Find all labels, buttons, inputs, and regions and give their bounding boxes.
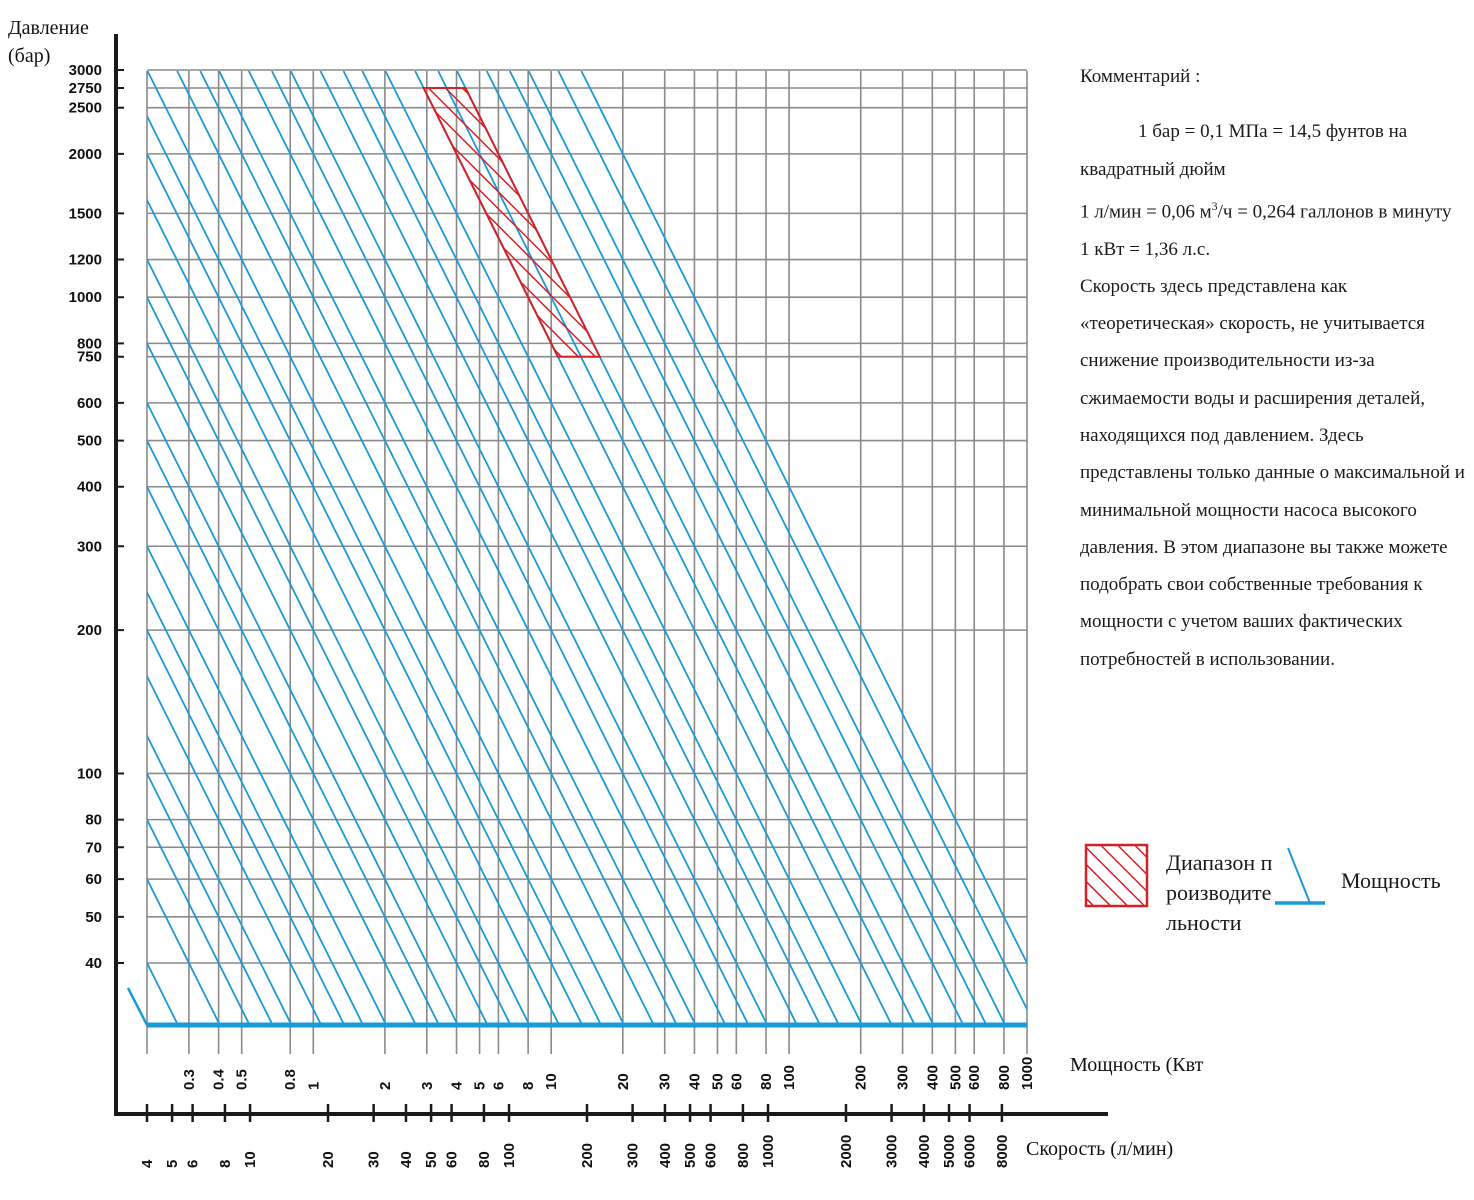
flow-tick-20: 20 [320,1151,338,1168]
speed-explanation: Скорость здесь представлена как «теоретическая» скорость, не учитывается снижение производительности из-за сжимаемости воды и расширения деталей, находящихся под давлением. Здесь представлены только данные о максимальной и минимальной мощности насоса высокого давления. В этом диапазоне вы также можете подобрать свои собственные требования к мощности с учетом ваших фактических потребностей в использовании. [1080,275,1465,670]
flow-tick-500: 500 [682,1142,700,1168]
power-tick-5: 5 [471,1081,489,1090]
power-tick-10: 10 [543,1073,561,1090]
power-tick-0.8: 0.8 [282,1069,300,1090]
power-tick-30: 30 [656,1073,674,1090]
power-tick-labels [181,1057,1036,1090]
power-tick-50: 50 [709,1073,727,1090]
flow-tick-60: 60 [443,1151,461,1168]
flow-tick-30: 30 [365,1151,383,1168]
flow-tick-400: 400 [656,1142,674,1168]
flow-tick-300: 300 [624,1142,642,1168]
y-tick-2500: 2500 [68,99,102,117]
power-tick-600: 600 [966,1064,984,1090]
flow-tick-10: 10 [242,1151,260,1168]
flow-tick-80: 80 [475,1151,493,1168]
flow-tick-40: 40 [397,1151,415,1168]
power-tick-300: 300 [894,1064,912,1090]
flow-tick-5000: 5000 [941,1134,959,1168]
y-axis-unit: (бар) [8,45,51,67]
power-tick-8: 8 [520,1081,538,1090]
flow-tick-5: 5 [164,1159,182,1168]
flow-tick-2000: 2000 [837,1134,855,1168]
flow-tick-3000: 3000 [883,1134,901,1168]
power-tick-0.5: 0.5 [233,1069,251,1090]
y-tick-1000: 1000 [68,289,102,307]
power-tick-0.4: 0.4 [210,1069,228,1090]
power-tick-1: 1 [305,1081,323,1090]
comment-heading: Комментарий : [1080,66,1201,87]
power-tick-200: 200 [852,1064,870,1090]
horizontal-grid [147,70,1027,963]
y-tick-800: 800 [76,335,102,353]
y-tick-500: 500 [76,432,102,450]
y-tick-100: 100 [76,765,102,783]
y-tick-3000: 3000 [68,62,102,79]
performance-range-area [424,88,600,357]
y-tick-60: 60 [85,871,102,889]
flow-tick-4: 4 [139,1159,156,1168]
power-tick-500: 500 [947,1064,965,1090]
y-tick-750: 750 [76,348,102,366]
y-tick-50: 50 [85,908,102,926]
power-tick-80: 80 [758,1073,776,1090]
flow-tick-1000: 1000 [760,1134,778,1168]
power-tick-3: 3 [418,1081,436,1090]
y-tick-300: 300 [76,538,102,556]
flow-tick-8000: 8000 [993,1134,1011,1168]
flow-tick-6000: 6000 [961,1134,979,1168]
performance-range [424,88,600,357]
power-tick-400: 400 [924,1064,942,1090]
flow-tick-50: 50 [423,1151,441,1168]
power-tick-800: 800 [995,1064,1013,1090]
flow-tick-8: 8 [216,1159,234,1168]
power-tick-40: 40 [686,1073,704,1090]
flow-tick-600: 600 [702,1142,720,1168]
power-tick-1000: 1000 [1019,1056,1036,1090]
y-tick-2000: 2000 [68,145,102,163]
legend-range-label: Диапазон производительности [1166,850,1273,935]
power-axis-title: Мощность (Квт [1070,1054,1204,1076]
power-tick-4: 4 [448,1081,466,1090]
legend-power-label: Мощность [1341,868,1441,893]
flow-tick-200: 200 [579,1142,596,1168]
power-tick-0.3: 0.3 [180,1069,198,1090]
y-tick-1200: 1200 [68,251,102,269]
flow-tick-6: 6 [184,1159,202,1168]
flow-axis-title: Скорость (л/мин) [1026,1138,1174,1160]
flow-tick-100: 100 [501,1142,519,1168]
y-tick-40: 40 [85,955,102,972]
legend-range-swatch [1086,845,1147,906]
conversion-flow-pre: 1 л/мин = 0,06 м [1080,201,1212,223]
power-tick-6: 6 [490,1081,508,1090]
y-tick-600: 600 [76,394,102,412]
power-tick-60: 60 [728,1073,746,1090]
baseline-lead [128,988,147,1025]
power-tick-2: 2 [376,1081,394,1090]
conversion-flow [1080,188,1472,231]
y-tick-400: 400 [76,478,102,496]
y-tick-70: 70 [85,839,102,857]
y-tick-80: 80 [85,811,102,829]
y-tick-200: 200 [76,622,102,640]
y-axis-title: Давление [8,17,89,39]
flow-tick-800: 800 [734,1142,752,1168]
conversion-flow-sup: 3 [1211,198,1218,213]
conversion-flow-post: /ч = 0,264 галлонов в минуту [1217,201,1452,223]
power-tick-20: 20 [614,1073,632,1090]
legend-power-line [1288,848,1310,903]
conversion-pressure: 1 бар = 0,1 МПа = 14,5 фунтов на квадратный дюйм [1080,121,1408,180]
flow-tick-4000: 4000 [915,1134,933,1168]
y-tick-2750: 2750 [68,79,102,97]
power-tick-100: 100 [781,1064,799,1090]
conversion-power: 1 кВт = 1,36 л.с. [1080,238,1211,260]
comment-panel [1080,58,1472,678]
y-tick-1500: 1500 [68,205,102,223]
